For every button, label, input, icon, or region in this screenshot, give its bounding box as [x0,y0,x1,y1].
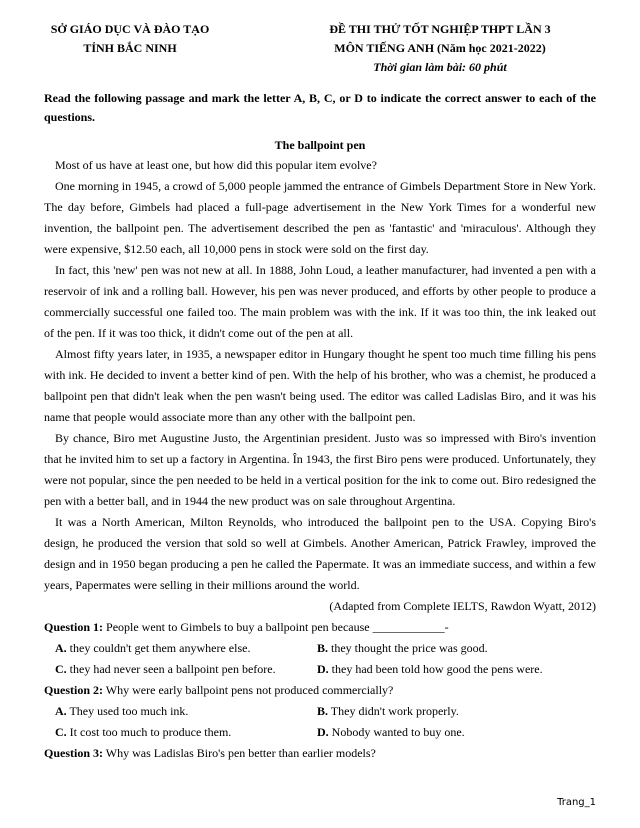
option-text: It cost too much to produce them. [66,725,232,739]
option-letter: A. [55,704,67,718]
options-row [44,722,596,743]
option-text: Nobody wanted to buy one. [328,725,465,739]
option-c[interactable] [55,722,317,743]
question-label: Question 3: [44,746,104,760]
options-row [44,638,596,659]
header-left [30,20,230,58]
option-a[interactable] [55,638,317,659]
option-letter: C. [55,662,67,676]
option-text: they had never seen a ballpoint pen before. [66,662,276,676]
province-name: TỈNH BẮC NINH [83,41,177,55]
option-text: They used too much ink. [66,704,189,718]
passage-title: The ballpoint pen [274,138,366,152]
passage-paragraph: Most of us have at least one, but how did this popular item evolve? [55,158,377,172]
passage-paragraph: It was a North American, Milton Reynolds, who introduced the ballpoint pen to the USA. Copying Biro's design, he produced the version that sold so well at Gimbels. Another American, Patrick Frawley, improved the design and in 1950 began producing a pen he called the Papermate. It was an immediate success, and within a few years, Papermates were selling in their millions around the world. [44,515,596,592]
question-2 [44,680,596,701]
option-letter: D. [317,725,329,739]
exam-subject: MÔN TIẾNG ANH (Năm học 2021-2022) [334,41,546,55]
question-label: Question 2: [44,683,104,697]
exam-title: ĐỀ THI THỬ TỐT NGHIỆP THPT LẦN 3 [329,22,551,36]
option-c[interactable] [55,659,317,680]
exam-body [44,89,596,764]
passage-paragraph: In fact, this 'new' pen was not new at all. In 1888, John Loud, a leather manufacturer, had invented a pen with a reservoir of ink and a rolling ball. However, his pen was never produced, and efforts by other people to produce a commercially successful one failed too. The main problem was with the ink. If it was too thin, the ink leaked out of the pen. If it was too thick, it didn't come out of the pen at all. [44,263,596,340]
question-1 [44,617,596,638]
exam-time: Thời gian làm bài: 60 phút [373,60,507,74]
question-label: Question 1: [44,620,104,634]
option-d[interactable] [317,659,543,680]
question-text: Why were early ballpoint pens not produced commercially? [103,683,394,697]
option-letter: B. [317,704,329,718]
passage-paragraph: By chance, Biro met Augustine Justo, the Argentinian president. Justo was so impressed with Biro's invention that he invited him to set up a factory in Argentina. În 1943, the first Biro pens were produced. Unfortunately, they were not popular, since the pen needed to be held in a vertical position for the ink to come out. Biro redesigned the pen with a better ball, and in 1944 the new product was on sale throughout Argentina. [44,431,596,508]
passage-paragraph: One morning in 1945, a crowd of 5,000 people jammed the entrance of Gimbels Department Store in New York. The day before, Gimbels had placed a full-page advertisement in the New York Times for a wonderful new invention, the ballpoint pen. The advertisement described the pen as 'fantastic' and 'miraculous'. Although they were expensive, $12.50 each, all 10,000 pens in stock were sold on the first day. [44,179,596,256]
page-number: Trang_1 [557,797,596,808]
options-row [44,701,596,722]
option-b[interactable] [317,638,488,659]
option-text: they thought the price was good. [328,641,488,655]
option-letter: A. [55,641,67,655]
option-letter: B. [317,641,329,655]
option-a[interactable] [55,701,317,722]
options-row [44,659,596,680]
option-b[interactable] [317,701,459,722]
department-name: SỞ GIÁO DỤC VÀ ĐÀO TẠO [50,22,210,36]
option-text: They didn't work properly. [328,704,459,718]
instruction: Read the following passage and mark the letter A, B, C, or D to indicate the correct answer to each of the questions. [44,91,596,124]
question-text: Why was Ladislas Biro's pen better than earlier models? [103,746,376,760]
question-text: People went to Gimbels to buy a ballpoint pen because ____________- [103,620,449,634]
option-text: they had been told how good the pens were. [328,662,543,676]
option-d[interactable] [317,722,465,743]
question-3 [44,743,596,764]
passage-source: (Adapted from Complete IELTS, Rawdon Wyatt, 2012) [329,599,596,613]
option-letter: D. [317,662,329,676]
passage-paragraph: Almost fifty years later, in 1935, a newspaper editor in Hungary thought he spent too much time filling his pens with ink. He decided to invent a better kind of pen. With the help of his brother, who was a chemist, he produced a ballpoint pen that didn't leak when the pen wasn't being used. The editor was called Ladislas Biro, and it was his name that people would associate more than any other with the ballpoint pen. [44,347,596,424]
option-letter: C. [55,725,67,739]
header-right [270,20,610,77]
option-text: they couldn't get them anywhere else. [66,641,251,655]
